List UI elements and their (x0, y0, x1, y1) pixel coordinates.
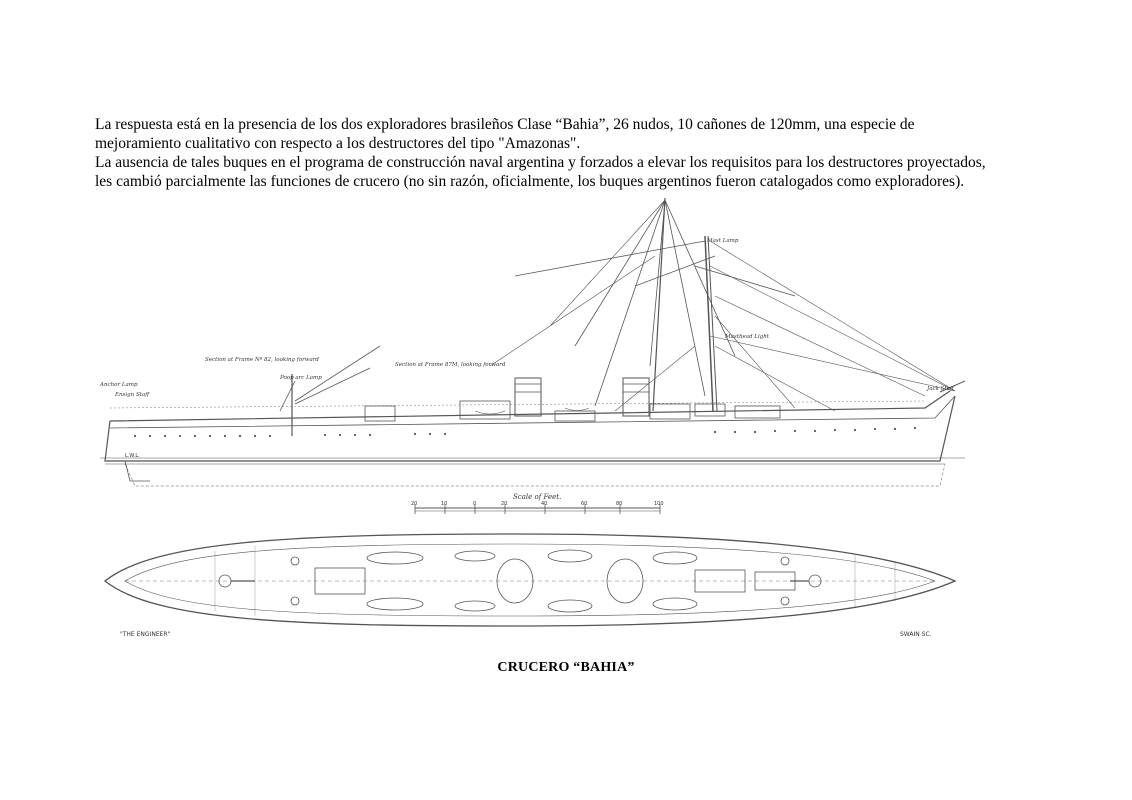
ensign-staff-label: Ensign Staff (115, 392, 150, 398)
masthead-light-label: Masthead Light (725, 334, 769, 340)
mast-lamp-label: Mast Lamp (707, 238, 739, 244)
section-label-2: Section at Frame 87M, looking forward (395, 362, 506, 368)
scale-tick: 20 (501, 501, 508, 507)
scale-tick: 80 (616, 501, 623, 507)
ship-profile (100, 198, 965, 486)
engraver-credit: SWAIN SC. (900, 631, 932, 638)
explanation-paragraph (95, 153, 1055, 191)
figure-caption: CRUCERO “BAHIA” (497, 660, 635, 675)
scale-tick: 40 (541, 501, 548, 507)
section-label-1: Section at Frame Nº 82, looking forward (205, 357, 319, 363)
paragraph-line: les cambió parcialmente las funciones de crucero (no sin razón, oficialmente, los buques argentinos fueron catalogados como exploradores). (95, 173, 965, 190)
paragraph-line: mejoramiento cualitativo con respecto a los destructores del tipo "Amazonas". (95, 135, 581, 152)
poop-lamp-label: Poop arc Lamp (280, 375, 322, 381)
ship-plan-drawing (95, 196, 965, 656)
scale-title: Scale of Feet. (513, 493, 562, 501)
scale-tick: 100 (654, 501, 664, 507)
scale-tick: 20 (411, 501, 418, 507)
intro-paragraph (95, 115, 1055, 153)
scale-bar (415, 504, 660, 514)
scale-tick: 60 (581, 501, 588, 507)
portholes (134, 427, 916, 437)
anchor-lamp-label: Anchor Lamp (100, 382, 138, 388)
lwl-label: L.W.L. (125, 453, 140, 459)
ship-plan-view (105, 534, 955, 626)
paragraph-line: La ausencia de tales buques en el programa de construcción naval argentina y forzados a elevar los requisitos para los destructores proyectados, (95, 154, 986, 171)
engineer-credit: "THE ENGINEER" (120, 631, 171, 638)
jack-staff-label: Jack Staff (927, 386, 954, 392)
scale-tick: 10 (441, 501, 448, 507)
scale-tick: 0 (473, 501, 477, 507)
paragraph-line: La respuesta está en la presencia de los dos exploradores brasileños Clase “Bahia”, 26 nudos, 10 cañones de 120mm, una especie de (95, 116, 915, 133)
